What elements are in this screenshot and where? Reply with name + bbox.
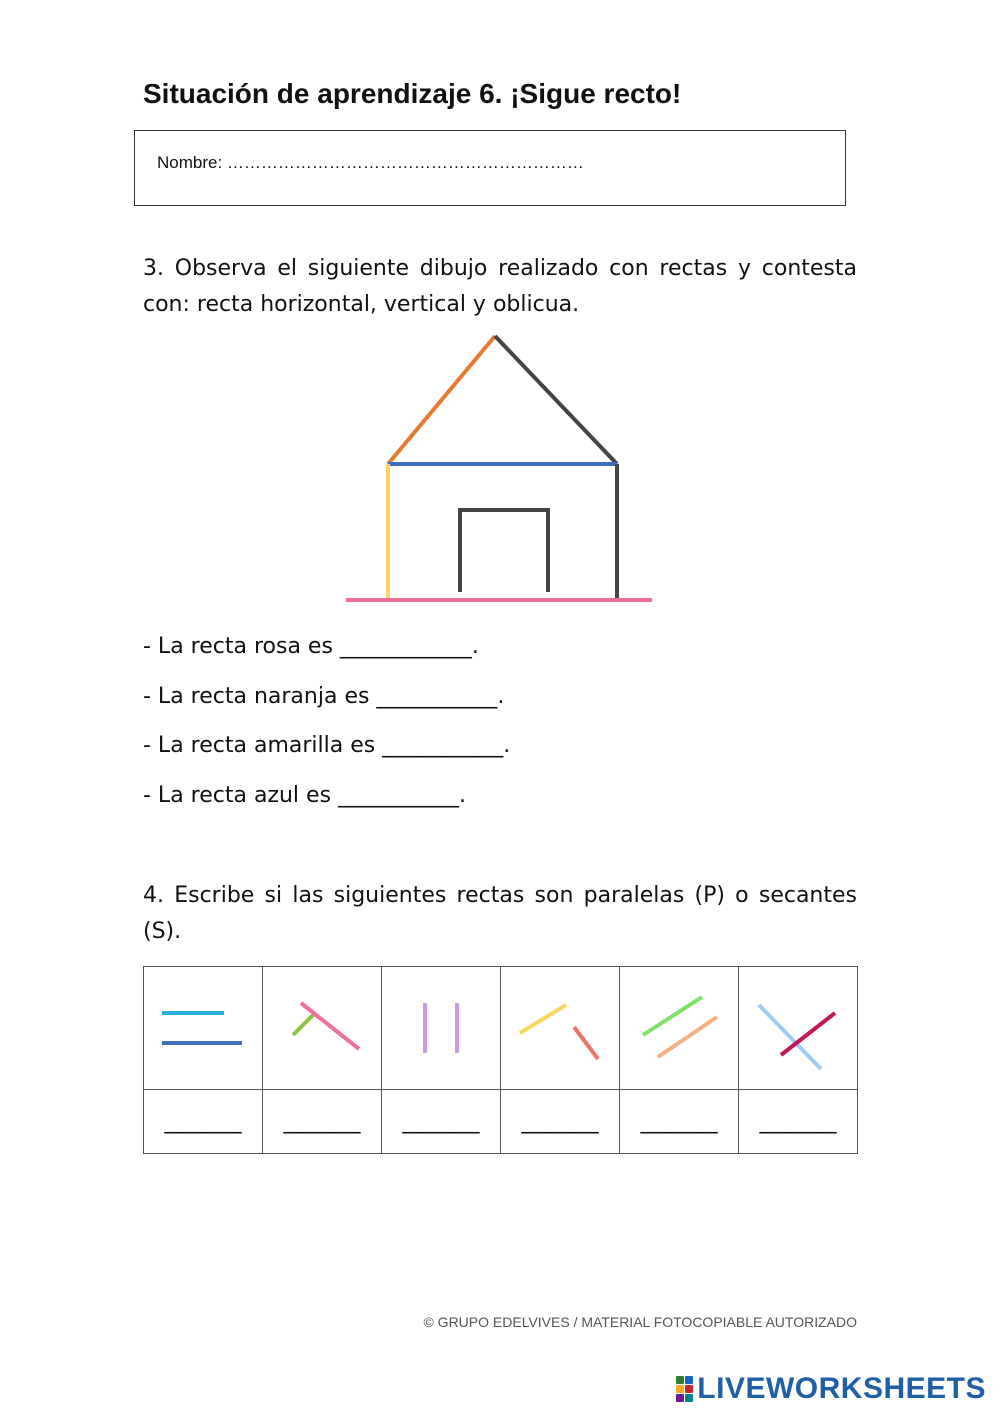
lines-cell-2	[263, 967, 382, 1090]
crossing-lines-green-pink	[263, 967, 381, 1089]
copyright-notice: © GRUPO EDELVIVES / MATERIAL FOTOCOPIABLE AUTORIZADO	[423, 1314, 857, 1330]
lines-table	[143, 966, 858, 1154]
answer-cell-1[interactable]	[144, 1090, 263, 1154]
house-drawing	[340, 330, 660, 610]
answer-cell-2[interactable]	[263, 1090, 382, 1154]
answer-cell-5[interactable]	[620, 1090, 739, 1154]
answer-blank[interactable]: _______	[640, 1109, 718, 1134]
answer-cell-4[interactable]	[501, 1090, 620, 1154]
answer-blue[interactable]: - La recta azul es ___________.	[143, 783, 467, 808]
crossing-lines-blue-magenta	[739, 967, 857, 1089]
lines-cell-6	[739, 967, 858, 1090]
lines-cell-5	[620, 967, 739, 1090]
liveworksheets-logo[interactable]	[676, 1372, 986, 1406]
lines-cell-4	[501, 967, 620, 1090]
house-roof-right-line	[495, 336, 617, 464]
answer-yellow[interactable]: - La recta amarilla es ___________.	[143, 733, 511, 758]
exercise-3-prompt: 3. Observa el siguiente dibujo realizado con rectas y contesta con: recta horizontal, vertical y oblicua.	[143, 256, 857, 317]
answer-blank[interactable]: _______	[283, 1109, 361, 1134]
answer-blank[interactable]: _______	[521, 1109, 599, 1134]
answer-cell-3[interactable]	[382, 1090, 501, 1154]
house-roof-left-line	[388, 336, 495, 464]
exercise-4-prompt: 4. Escribe si las siguientes rectas son paralelas (P) o secantes (S).	[143, 883, 857, 944]
answer-pink[interactable]: - La recta rosa es ____________.	[143, 634, 479, 659]
lines-cell-1	[144, 967, 263, 1090]
name-field-label[interactable]: Nombre: ………………………………………………………	[157, 153, 584, 172]
answer-blank[interactable]: _______	[164, 1109, 242, 1134]
name-box	[134, 130, 846, 206]
answer-blank[interactable]: _______	[402, 1109, 480, 1134]
lines-cell-3	[382, 967, 501, 1090]
parallel-oblique-lines	[620, 967, 738, 1089]
answer-cell-6[interactable]	[739, 1090, 858, 1154]
crossing-lines-yellow-red	[501, 967, 619, 1089]
answer-blank[interactable]: _______	[759, 1109, 837, 1134]
brand-name: LIVEWORKSHEETS	[697, 1372, 986, 1405]
page-title: Situación de aprendizaje 6. ¡Sigue recto!	[143, 78, 682, 109]
answer-orange[interactable]: - La recta naranja es ___________.	[143, 684, 505, 709]
parallel-vertical-lines	[382, 967, 500, 1089]
parallel-horizontal-lines	[144, 967, 262, 1089]
liveworksheets-mark-icon	[676, 1376, 693, 1402]
house-door	[460, 510, 548, 592]
